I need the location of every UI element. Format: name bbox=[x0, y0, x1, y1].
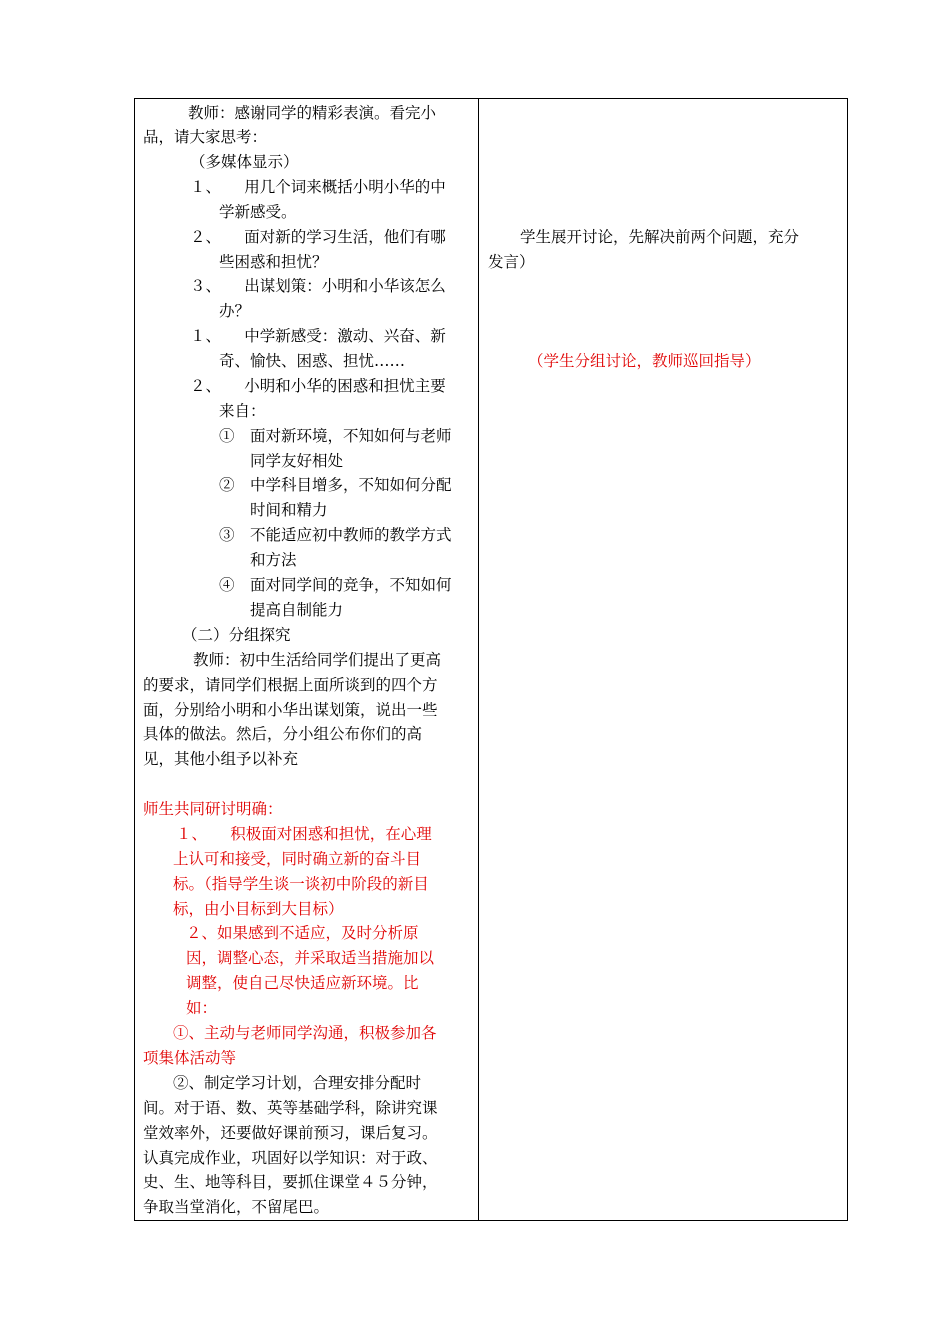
left-line: 见，其他小组予以补充 bbox=[143, 750, 299, 768]
left-line: １、 用几个词来概括小明小华的中 bbox=[190, 178, 446, 196]
left-line: ① 面对新环境，不知如何与老师 bbox=[219, 427, 452, 445]
left-line: 办？ bbox=[219, 302, 251, 320]
left-line: 教师：初中生活给同学们提出了更高 bbox=[193, 651, 442, 669]
right-line: 发言） bbox=[488, 253, 535, 271]
left-line: 标。（指导学生谈一谈初中阶段的新目 bbox=[173, 875, 429, 893]
left-line: 师生共同研讨明确： bbox=[143, 800, 283, 818]
left-line: ①、主动与老师同学沟通，积极参加各 bbox=[173, 1024, 437, 1042]
left-line: 提高自制能力 bbox=[250, 601, 344, 619]
left-line: 些困惑和担忧？ bbox=[219, 253, 328, 271]
left-line: ④ 面对同学间的竞争，不知如何 bbox=[219, 576, 452, 594]
left-line: ② 中学科目增多，不知如何分配 bbox=[219, 476, 452, 494]
left-line: 间。对于语、数、英等基础学科，除讲究课 bbox=[143, 1099, 438, 1117]
left-line: 调整，使自己尽快适应新环境。比 bbox=[186, 974, 419, 992]
left-line: 来自： bbox=[219, 402, 266, 420]
left-line: 教师：感谢同学的精彩表演。看完小 bbox=[188, 104, 437, 122]
left-line: ２、如果感到不适应，及时分析原 bbox=[186, 924, 419, 942]
left-line: 堂效率外，还要做好课前预习，课后复习。 bbox=[143, 1124, 438, 1142]
left-line: ②、制定学习计划，合理安排分配时 bbox=[173, 1074, 422, 1092]
left-line: 具体的做法。然后，分小组公布你们的高 bbox=[143, 725, 423, 743]
left-line: （多媒体显示） bbox=[190, 153, 299, 171]
left-line: 上认可和接受，同时确立新的奋斗目 bbox=[173, 850, 422, 868]
left-line: 项集体活动等 bbox=[143, 1049, 237, 1067]
column-divider bbox=[478, 98, 479, 1221]
left-line: 同学友好相处 bbox=[250, 452, 344, 470]
left-line: ２、 面对新的学习生活，他们有哪 bbox=[190, 228, 446, 246]
left-line: ３、 出谋划策：小明和小华该怎么 bbox=[190, 277, 446, 295]
left-line: 认真完成作业，巩固好以学知识：对于政、 bbox=[143, 1149, 438, 1167]
left-line: 争取当堂消化，不留尾巴。 bbox=[143, 1198, 330, 1216]
left-line: 标，由小目标到大目标） bbox=[173, 900, 344, 918]
left-line: 因，调整心态，并采取适当措施加以 bbox=[186, 949, 435, 967]
left-line: ③ 不能适应初中教师的教学方式 bbox=[219, 526, 452, 544]
right-line: 学生展开讨论，先解决前两个问题，充分 bbox=[520, 228, 800, 246]
left-line: 如： bbox=[186, 999, 218, 1017]
left-line: 品，请大家思考： bbox=[143, 128, 268, 146]
left-line: 和方法 bbox=[250, 551, 297, 569]
left-line: １、 积极面对困惑和担忧，在心理 bbox=[176, 825, 432, 843]
left-line: １、 中学新感受：激动、兴奋、新 bbox=[190, 327, 446, 345]
left-line: 学新感受。 bbox=[219, 203, 297, 221]
left-line: 奇、愉快、困惑、担忧…… bbox=[219, 352, 406, 370]
left-line: 时间和精力 bbox=[250, 501, 328, 519]
left-line: 史、生、地等科目，要抓住课堂４５分钟， bbox=[143, 1173, 438, 1191]
left-line: 面，分别给小明和小华出谋划策，说出一些 bbox=[143, 701, 438, 719]
right-line: （学生分组讨论，教师巡回指导） bbox=[528, 352, 761, 370]
left-line: （二）分组探究 bbox=[182, 626, 291, 644]
left-line: 的要求，请同学们根据上面所谈到的四个方 bbox=[143, 676, 438, 694]
left-line: ２、 小明和小华的困惑和担忧主要 bbox=[190, 377, 446, 395]
